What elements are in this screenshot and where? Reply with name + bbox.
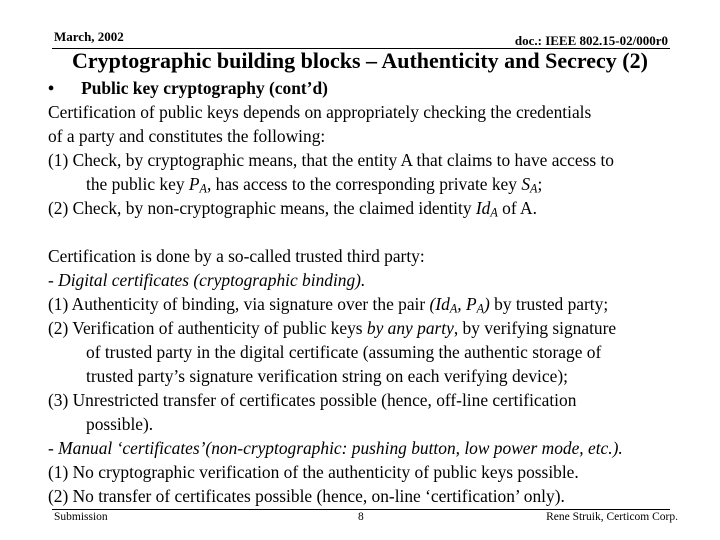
manual-item-1: (1) No cryptographic verification of the authenticity of public keys possible. [48,462,579,482]
digital-item-3-line-2: possible). [86,414,154,434]
digital-heading: - Digital certificates (cryptographic binding). [48,270,366,290]
slide-body [48,76,716,508]
spacer [48,220,716,244]
digital-item-2-line-1: (2) Verification of authenticity of public keys by any party, by verifying signature [48,318,617,338]
footer-rule [52,509,670,510]
footer-page-number: 8 [358,511,364,523]
item-1-line-1: (1) Check, by cryptographic means, that the entity A that claims to have access to [48,150,614,170]
footer-submission: Submission [54,511,108,523]
slide-title: Cryptographic building blocks – Authenticity and Secrecy (2) [72,48,648,73]
footer-author: Rene Struik, Certicom Corp. [546,511,678,523]
digital-item-3-line-1: (3) Unrestricted transfer of certificates possible (hence, off-line certification [48,390,577,410]
intro-line-2: of a party and constitutes the following: [48,126,326,146]
item-1-line-2: the public key $P_A$, has access to the corresponding private key $S_A$; [86,174,543,196]
digital-item-1: (1) Authenticity of binding, via signature over the pair ($Id_A$, $P_A$) by trusted party; [48,294,609,316]
header-doc-id: doc.: IEEE 802.15-02/000r0 [514,33,668,48]
cert-intro: Certification is done by a so-called trusted third party: [48,246,425,266]
digital-item-2-line-2: of trusted party in the digital certificate (assuming the authentic storage of [86,342,602,362]
manual-heading: - Manual ‘certificates’(non-cryptographic: pushing button, low power mode, etc.). [48,438,623,458]
digital-item-2-line-3: trusted party’s signature verification string on each verifying device); [86,366,568,386]
intro-line-1: Certification of public keys depends on appropriately checking the credentials [48,102,592,122]
manual-item-2: (2) No transfer of certificates possible (hence, on-line ‘certification’ only). [48,486,565,506]
item-2-line: (2) Check, by non-cryptographic means, the claimed identity $Id_A$ of A. [48,198,537,220]
bullet-icon: • [48,78,55,98]
header-date: March, 2002 [54,29,124,44]
bullet-heading: • Public key cryptography (cont’d) [48,78,328,98]
